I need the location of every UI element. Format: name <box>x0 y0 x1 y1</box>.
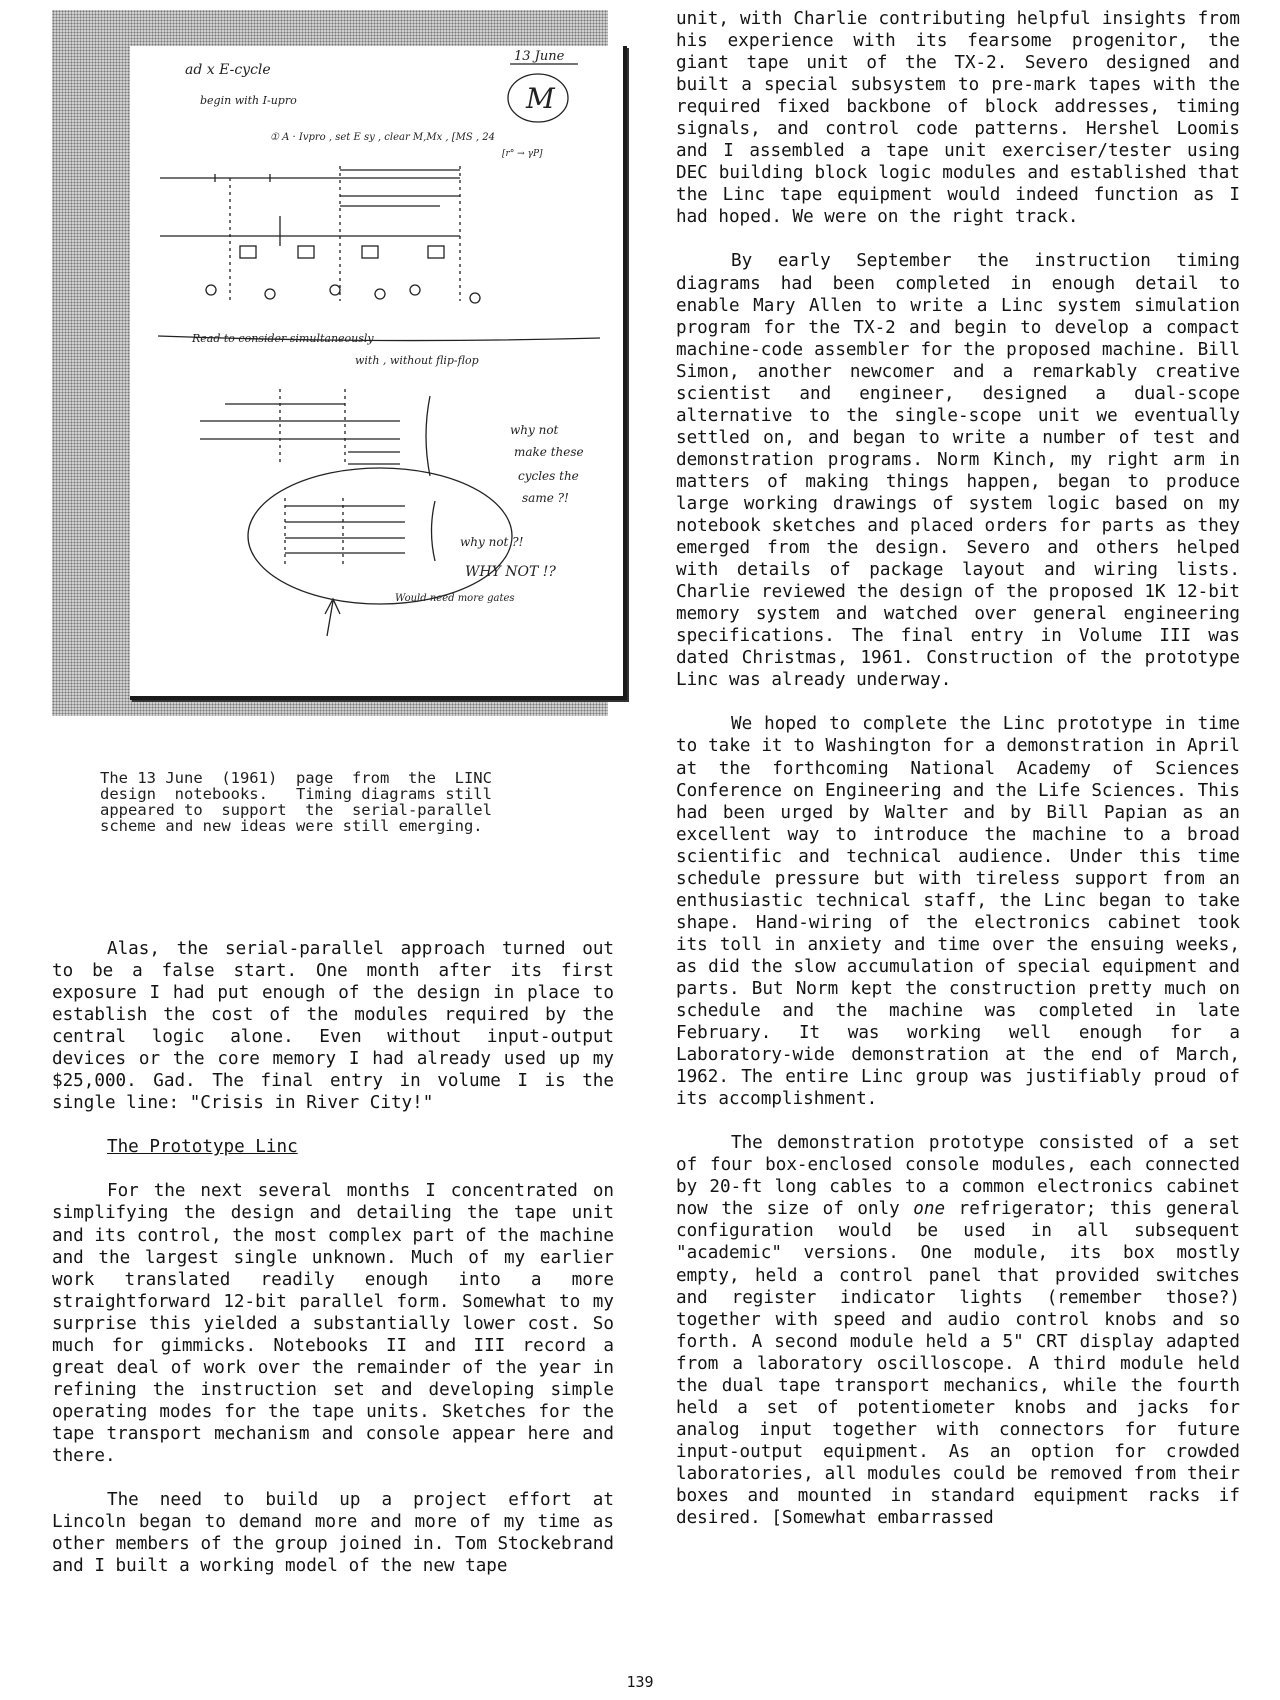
figure-caption <box>100 770 580 834</box>
emphasis-one: one <box>913 1199 946 1220</box>
left-column <box>52 938 614 1599</box>
text-run: The demonstration prototype consisted of a set of four box-enclosed console modules, each connected by 20-ft long cables to a common electronics cabinet now the size of only <box>676 1133 1240 1220</box>
note-circled-m: M <box>526 82 555 115</box>
paragraph-washington: We hoped to complete the Linc prototype in time to take it to Washington for a demonstration in April at the forthcoming National Academy of Sciences Conference on Engineering and the Life Sciences. This had been urged by Walter and by Bill Papian as an excellent way to introduce the machine to a broad scientific and technical audience. Under this time schedule pressure but with tireless support from an enthusiastic technical staff, the Linc began to take shape. Hand-wiring of the electronics cabinet took its toll in anxiety and time over the ensuing weeks, as did the slow accumulation of special equipment and parts. But Norm kept the construction pretty much on schedule and the machine was completed in late February. It was working well enough for a Laboratory-wide demonstration at the end of March, 1962. The entire Linc group was justifiably proud of its accomplishment. <box>676 714 1240 1110</box>
note-read-consider: Read to consider simultaneously <box>192 332 374 345</box>
paragraph-early-september: By early September the instruction timing diagrams had been completed in enough detail to enable Mary Allen to write a Linc system simulation program for the TX-2 and begin to develop a compact machine-code assembler for the proposed machine. Bill Simon, another newcomer and a remarkably creative scientist and engineer, designed a dual-scope alternative to the single-scope unit we eventually settled on, and began to write a number of test and demonstration programs. Norm Kinch, my right arm in matters of making things happen, began to produce large working drawings of system logic based on my notebook sketches and placed orders for parts as they emerged from the design. Severo and others helped with details of package layout and wiring lists. Charlie reviewed the design of the proposed 1K 12-bit memory system and watched over general engineering specifications. The final entry in Volume III was dated Christmas, 1961. Construction of the prototype Linc was already underway. <box>676 251 1240 691</box>
paragraph-demonstration-prototype <box>676 1132 1240 1529</box>
notebook-figure-frame <box>52 10 608 716</box>
note-cycles-the: cycles the <box>518 469 579 483</box>
note-same: same ?! <box>522 491 569 505</box>
caption-line: appeared to support the serial-parallel <box>100 801 492 819</box>
note-begin: begin with I-upro <box>200 94 297 107</box>
page-number: 139 <box>626 1673 654 1691</box>
note-why-not-caps: WHY NOT !? <box>465 564 556 580</box>
caption-line: The 13 June (1961) page from the LINC <box>100 769 492 787</box>
note-why-not-1: why not <box>510 423 559 437</box>
notebook-page-image <box>130 46 627 700</box>
note-date-corner: 13 June <box>514 49 565 64</box>
text-run: refrigerator; this general configuration would be used in all subsequent "academic" versions. One module, its box mostly empty, held a control panel that provided switches and register indicator lights (remember those?) together with speed and audio control knobs and so forth. A second module held a 5" CRT display adapted from a laboratory oscilloscope. A third module held the dual tape transport mechanics, while the fourth held a set of potentiometer knobs and jacks for analog input together with connectors for future input-output equipment. As an option for crowded laboratories, all modules could be removed from their boxes and mounted in standard equipment racks if desired. [Somewhat embarrassed <box>676 1199 1240 1529</box>
notebook-sketch <box>130 46 623 696</box>
note-make-these: make these <box>514 445 584 459</box>
section-heading-prototype-linc: The Prototype Linc <box>107 1137 298 1158</box>
paragraph-project-effort: The need to build up a project effort at Lincoln began to demand more and more of my time as other members of the group joined in. Tom Stockebrand and I built a working model of the new tape <box>52 1490 614 1577</box>
paragraph-next-months: For the next several months I concentrated on simplifying the design and detailing the tape unit and its control, the most complex part of the machine and the largest single unknown. Much of my earlier work translated readily enough into a more straightforward 12-bit parallel form. Somewhat to my surprise this yielded a substantially lower cost. So much for gimmicks. Notebooks II and III record a great deal of work over the remainder of the year in refining the instruction set and developing simple operating modes for the tape units. Sketches for the tape transport mechanism and console appear here and there. <box>52 1181 614 1466</box>
note-with-without: with , without flip-flop <box>355 354 479 367</box>
note-why-not-2: why not ?! <box>460 535 524 549</box>
caption-line: design notebooks. Timing diagrams still <box>100 785 492 803</box>
paragraph-alas: Alas, the serial-parallel approach turned out to be a false start. One month after its first exposure I had put enough of the design in place to establish the cost of the modules required by the central logic alone. Even without input-output devices or the core memory I had already used up my $25,000. Gad. The final entry in volume I is the single line: "Crisis in River City!" <box>52 939 614 1114</box>
note-ad-x-e-cycle: ad x E-cycle <box>185 62 271 78</box>
note-phase: ① A · Ivpro , set E sy , clear M,Mx , [MS , 24 <box>270 132 496 143</box>
note-would-need: Would need more gates <box>395 593 515 604</box>
right-column <box>676 8 1240 1551</box>
paragraph-tape-unit-cont: unit, with Charlie contributing helpful insights from his experience with its fearsome progenitor, the giant tape unit of the TX-2. Severo designed and built a special subsystem to pre-mark tapes with the required fixed backbone of block addresses, timing signals, and control code patterns. Hershel Loomis and I assembled a tape unit exerciser/tester using DEC building block logic modules and established that the Linc tape equipment would indeed function as I had hoped. We were on the right track. <box>676 9 1240 228</box>
note-bracket: [r° → γP] <box>502 149 543 159</box>
caption-line: scheme and new ideas were still emerging. <box>100 817 483 835</box>
